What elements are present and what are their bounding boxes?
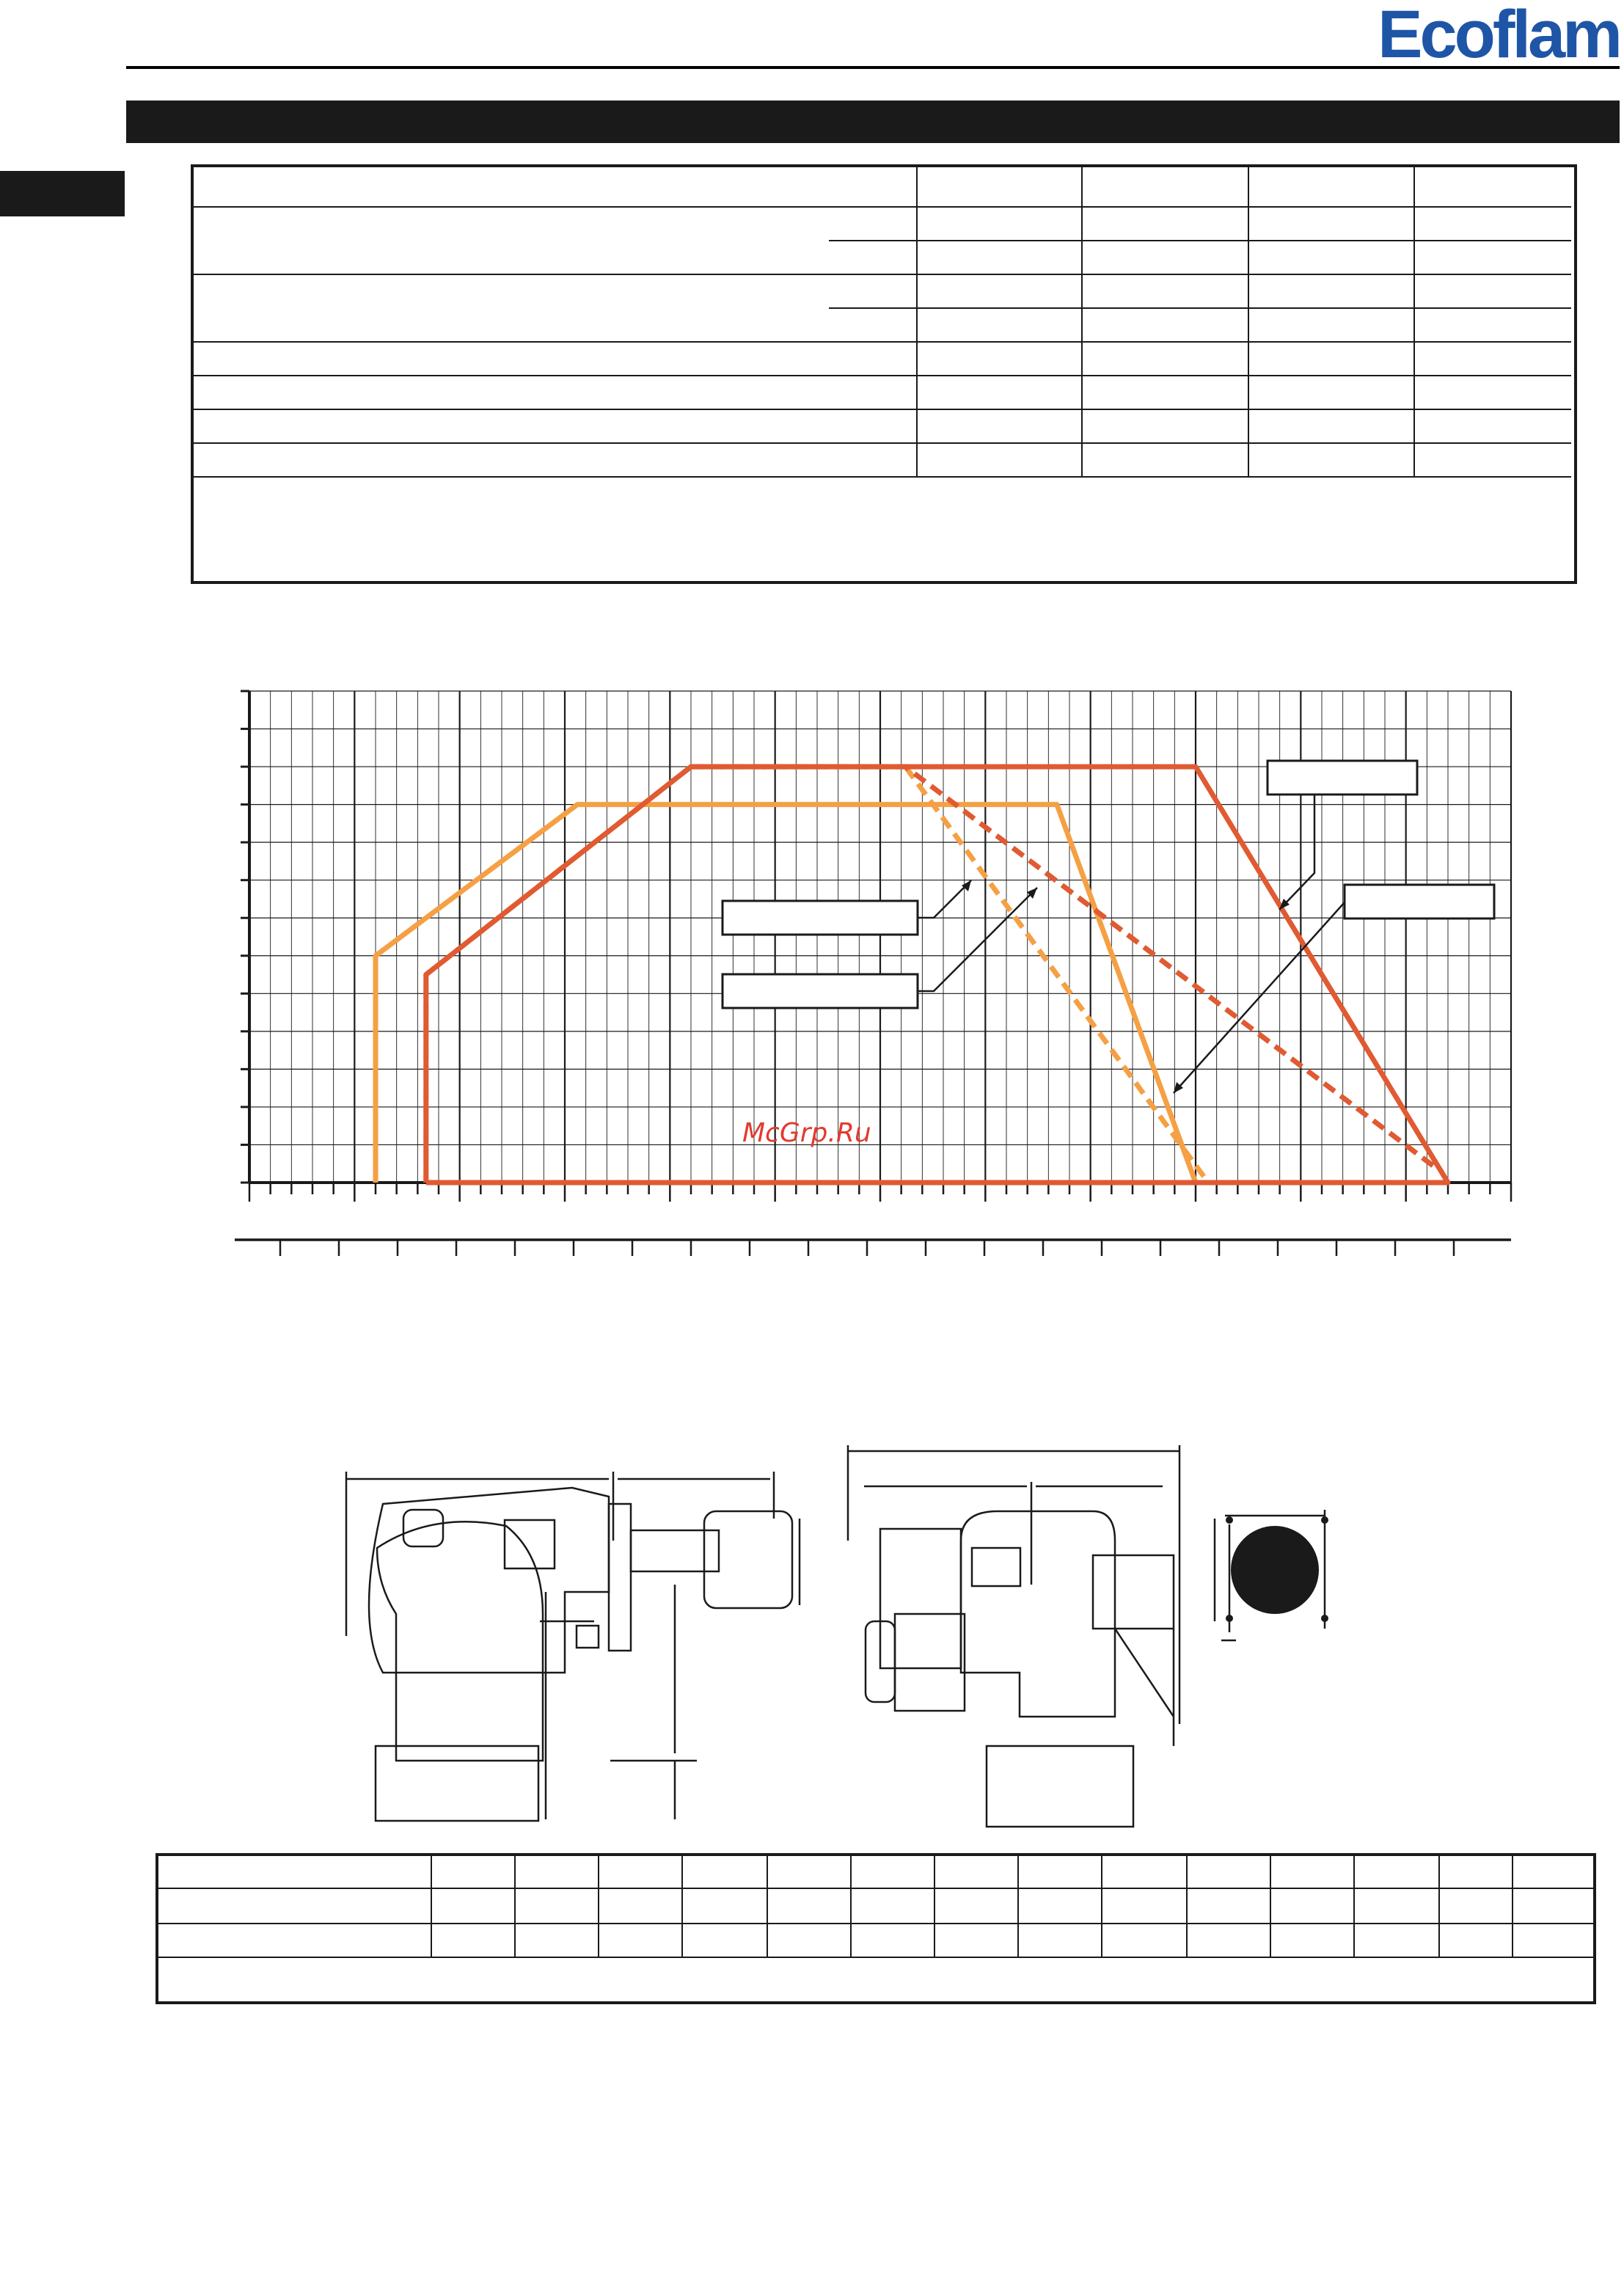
callout-box bbox=[723, 974, 918, 1008]
dimensions-table bbox=[156, 1853, 1596, 2004]
technical-data-table bbox=[191, 164, 1577, 584]
callout-box bbox=[1345, 885, 1494, 918]
header-rule bbox=[126, 66, 1620, 69]
flange-opening bbox=[1231, 1526, 1319, 1614]
burner-side-view bbox=[346, 1472, 800, 1821]
burner-front-view bbox=[848, 1445, 1179, 1827]
logo-text: Ecoflam bbox=[1378, 1, 1620, 65]
section-tab bbox=[0, 171, 125, 216]
capacity-chart bbox=[191, 660, 1526, 1269]
ecoflam-logo bbox=[1298, 1, 1621, 65]
title-bar bbox=[126, 101, 1620, 143]
watermark: McGrp.Ru bbox=[742, 1118, 871, 1148]
chart-series-line-3 bbox=[426, 767, 1448, 1183]
burner-drawings bbox=[323, 1438, 1526, 1834]
callout-box bbox=[1268, 761, 1417, 795]
callout-box bbox=[723, 901, 918, 935]
